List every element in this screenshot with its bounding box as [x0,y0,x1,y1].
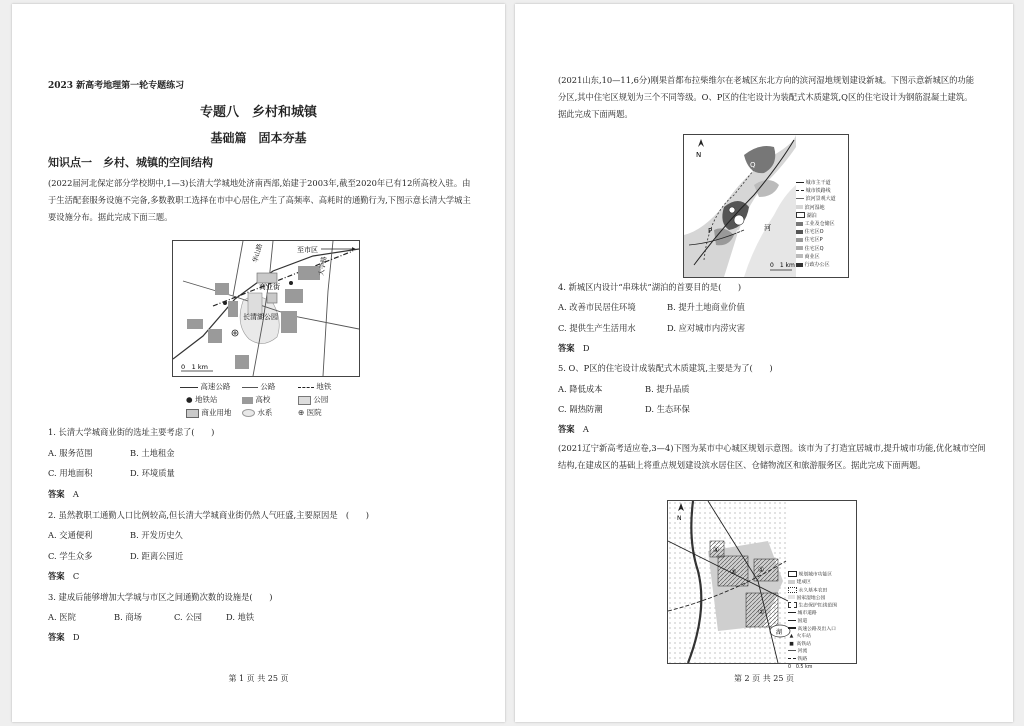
q5-option-a: A. 降低成本 [558,384,603,394]
question-2-stem: 2. 虽然教职工通勤人口比例较高,但长清大学城商业街仍然人气旺盛,主要原因是 ( ) [48,510,369,520]
plan-legend: 规划城市功能区 建成区 永久基本农田 国家湿地公园 生态保护红线范围 城市道路 国道 高速公路及出入口 ▲ 火车站 ■ 高铁站 河流 铁路 0 0.5 km [788,571,856,671]
campus [285,289,303,303]
campus [215,283,229,295]
legend-highway: 高速公路 [200,382,231,391]
plan-scale: 0 0.5 km [788,664,813,670]
legend-item: 生态保护红线范围 [798,603,837,609]
label-s1: ① [758,566,765,574]
park-zone [248,293,262,315]
q1-option-d: D. 环境质量 [130,468,175,478]
residential-o [722,201,749,230]
q3-answer-label: 答案 [48,632,65,642]
station-icon: ● [186,395,193,404]
question-4-stem: 4. 新城区内设计“串珠状”湖泊的首要目的是( ) [558,282,742,292]
q5-option-c: C. 隔热防潮 [558,404,603,414]
q3-option-a: A. 医院 [48,612,76,622]
legend-university: 高校 [255,395,271,404]
new-city-legend [796,179,848,269]
legend-item: 高铁站 [796,641,811,647]
subway-line [213,251,353,306]
map-legend [180,381,360,421]
lake [729,207,735,213]
q4-option-c: C. 提供生产生活用水 [558,323,636,333]
topic-title: 专题八 乡村和城镇 [199,105,317,120]
station-marker [223,301,227,305]
passage-intro-3: (2021辽宁新高考适应卷,3—4)下图为某市中心城区规划示意图。该市为了打造宜居城市,提升城市功能,优化城市空间结构,在建成区的基础上将重点规划建设滨水居住区、仓储物流区和旅游服务区。据此完成下面两题。 [558,443,986,470]
q2-option-d: D. 距离公园近 [130,551,184,561]
legend-item: 高速公路及出入口 [797,626,836,632]
label-to-city: 至市区 [297,246,318,254]
q4-answer-label: 答案 [558,343,575,353]
q3-option-c: C. 公园 [174,612,202,622]
q4-option-d: D. 应对城市内涝灾害 [667,323,746,333]
legend-road: 公路 [260,382,276,391]
city-center-plan-map [667,500,857,670]
q1-option-b: B. 土地租金 [130,448,175,458]
university-town-map-svg [173,241,359,376]
q2-option-a: A. 交通便利 [48,530,93,540]
campus [235,355,249,369]
legend-item: 火车站 [796,634,811,640]
label-river: 河 [764,224,771,232]
legend-item: 铁路 [797,657,808,663]
label-road1: 华山路 [251,242,264,264]
q3-answer: D [72,632,80,642]
q2-answer: C [72,571,80,581]
legend-item: 工业及仓储区 [804,221,835,228]
legend-item: 行政办公区 [804,262,830,269]
q4-option-a: A. 改善市民居住环境 [558,302,636,312]
label-north-2: N [677,515,682,522]
legend-item: 城市铁路线 [805,188,831,195]
park-swatch [298,396,311,405]
campus [187,319,203,329]
station-marker [289,281,293,285]
campus [228,301,238,317]
campus [208,329,222,343]
legend-subway: 地铁 [316,382,332,391]
university-swatch [242,397,253,404]
label-p: P [708,227,713,235]
legend-station: 地铁站 [194,395,218,404]
label-park: 长清湖公园 [243,313,278,321]
q1-answer-label: 答案 [48,489,65,499]
legend-item: 滨河景观大道 [805,196,836,203]
question-1-stem: 1. 长清大学城商业街的选址主要考虑了( ) [48,427,215,437]
q1-option-a: A. 服务范围 [48,448,93,458]
label-s2: ② [758,608,765,616]
q5-option-d: D. 生态环保 [645,404,690,414]
hospital-icon: ⊕ [298,408,305,417]
label-scale-2: 0 1 km [770,262,795,269]
legend-item: 滨河湿地 [804,204,825,211]
q1-option-c: C. 用地面积 [48,468,93,478]
section-title: 知识点一 乡村、城镇的空间结构 [48,156,213,169]
legend-item: 住宅区O [804,229,824,236]
legend-item: 永久基本农田 [798,588,828,594]
question-5-stem: 5. O、P区的住宅设计成装配式木质建筑,主要是为了( ) [558,363,773,373]
subtitle: 基础篇 固本夯基 [210,131,307,145]
label-north: N [696,151,702,159]
legend-park: 公园 [313,395,329,404]
page-footer: 第 1 页 共 25 页 [228,674,289,683]
label-scale: 0 1 km [181,363,208,371]
legend-item: 建成区 [796,580,811,586]
page-footer-2: 第 2 页 共 25 页 [734,674,794,683]
legend-item: 城市道路 [797,611,817,617]
q5-answer: A [582,424,589,434]
exam-header: 2023 新高考地理第一轮专题练习 [48,81,185,91]
legend-item: 住宅区Q [804,245,824,252]
legend-item: 住宅区P [804,237,823,244]
commercial-zone [267,293,277,303]
passage-intro-2: (2021山东,10—11,6分)刚果首都布拉柴维尔在老城区东北方向的滨河湿地规划建设新城。下图示意新城区的功能分区,其中住宅区规划为三个不同等级。O、P区的住宅设计为装配式木质建筑,Q区的住宅设计为钢筋混凝土建筑。据此完成下面两题。 [558,75,975,119]
legend-item: 国道 [797,619,808,625]
label-s4: ④ [713,546,720,554]
legend-commerce: 商业用地 [201,408,232,417]
label-lake: 湖 [776,629,783,636]
commerce-swatch [186,409,199,418]
new-city-map [683,134,849,278]
campus [281,311,297,333]
label-q: Q [750,161,756,169]
legend-item: 城市主干道 [805,180,831,186]
q2-answer-label: 答案 [48,571,65,581]
document-page-2 [515,4,1013,722]
label-o: O [736,229,742,237]
legend-item: 河流 [797,649,808,655]
north-arrow-icon [698,139,704,147]
q4-option-b: B. 提升土地商业价值 [667,302,745,312]
legend-item: 商业区 [804,253,820,260]
q5-answer-label: 答案 [558,424,575,434]
q2-option-c: C. 学生众多 [48,551,93,561]
q5-option-b: B. 提升品质 [645,384,690,394]
q3-option-d: D. 地铁 [226,612,255,622]
label-road2: 大学路 [317,255,329,277]
legend-item: 国家湿地公园 [796,595,826,601]
q4-answer: D [582,343,590,353]
legend-item: 规划城市功能区 [798,572,833,578]
label-s3: ③ [730,568,737,576]
question-3-stem: 3. 建成后能够增加大学城与市区之间通勤次数的设施是( ) [48,592,273,602]
document-page-1 [12,4,505,722]
passage-intro: (2022届河北保定部分学校期中,1—3)长清大学城地处济南西部,始建于2003年,截至2020年已有12所高校入驻。由于生活配套服务设施不完备,多数教职工选择在市中心居住,产生了高频率、高耗时的通勤行为,下图示意长清大学城主要设施分布。据此完成下面三题。 [48,178,471,222]
commercial-zone [257,273,277,283]
label-commercial: 商业街 [259,283,280,291]
university-town-map [172,240,360,377]
legend-item: 湖泊 [806,212,817,219]
legend-hospital: 医院 [306,408,322,417]
road-line-4 [233,241,243,296]
q3-option-b: B. 商场 [114,612,142,622]
water-swatch [242,409,255,417]
lake [734,215,744,225]
q2-option-b: B. 开发历史久 [130,530,183,540]
legend-water: 水系 [257,408,273,417]
q1-answer: A [72,489,79,499]
